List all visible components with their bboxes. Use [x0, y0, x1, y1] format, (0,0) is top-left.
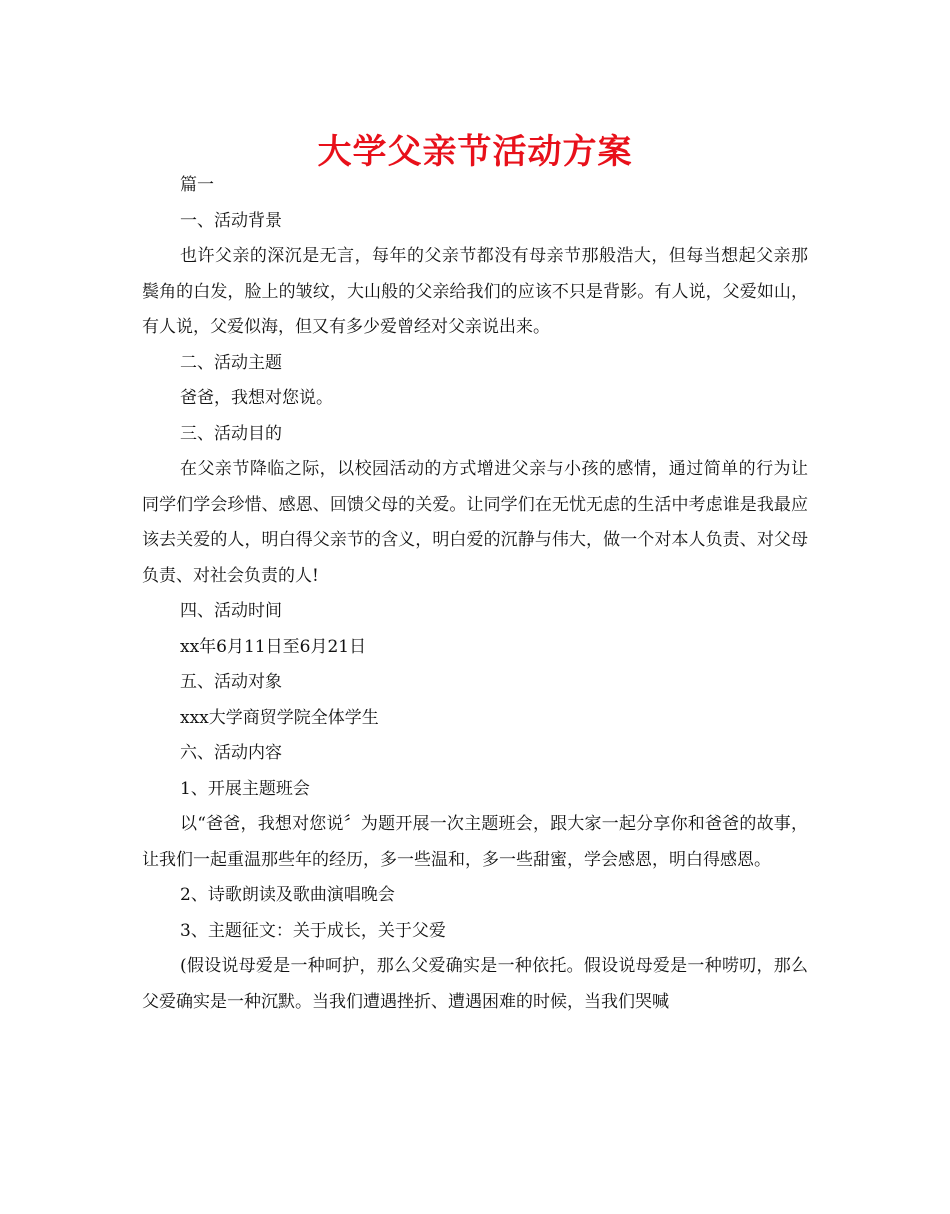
paragraph: 以“爸爸，我想对您说〞为题开展一次主题班会，跟大家一起分享你和爸爸的故事，让我们一起重温那些年的经历，多一些温和，多一些甜蜜，学会感恩，明白得感恩。: [142, 814, 808, 870]
sub-heading: 3、主题征文：关于成长，关于父爱: [180, 920, 446, 941]
document-title: 大学父亲节活动方案: [317, 132, 633, 172]
paragraph: 爸爸，我想对您说。: [180, 388, 333, 408]
paragraph: xx年6月11日至6月21日: [180, 636, 367, 657]
document-body: [142, 168, 808, 1020]
section-heading: 四、活动时间: [180, 601, 282, 621]
sub-heading: 1、开展主题班会: [180, 778, 310, 799]
paragraph: 篇一: [180, 175, 214, 195]
section-heading: 二、活动主题: [180, 352, 282, 373]
paragraph: 在父亲节降临之际，以校园活动的方式增进父亲与小孩的感情，通过简单的行为让同学们学会珍惜、感恩、回馈父母的关爱。让同学们在无忧无虑的生活中考虑谁是我最应该去关爱的人，明白得父亲节的含义，明白爱的沉静与伟大，做一个对本人负责、对父母负责、对社会负责的人!: [142, 459, 808, 586]
section-heading: 六、活动内容: [180, 743, 282, 763]
section-heading: 一、活动背景: [180, 210, 282, 231]
paragraph: 也许父亲的深沉是无言，每年的父亲节都没有母亲节那般浩大，但每当想起父亲那鬓角的白发，脸上的皱纹，大山般的父亲给我们的应该不只是背影。有人说，父爱如山，有人说，父爱似海，但又有多少爱曾经对父亲说出来。: [142, 246, 808, 337]
sub-heading: 2、诗歌朗读及歌曲演唱晚会: [180, 885, 395, 905]
section-heading: 三、活动目的: [180, 423, 282, 444]
section-heading: 五、活动对象: [180, 672, 282, 692]
paragraph: xxx大学商贸学院全体学生: [180, 707, 379, 728]
paragraph: (假设说母爱是一种呵护，那么父爱确实是一种依托。假设说母爱是一种唠叨，那么父爱确实是一种沉默。当我们遭遇挫折、遭遇困难的时候，当我们哭喊: [142, 956, 808, 1012]
